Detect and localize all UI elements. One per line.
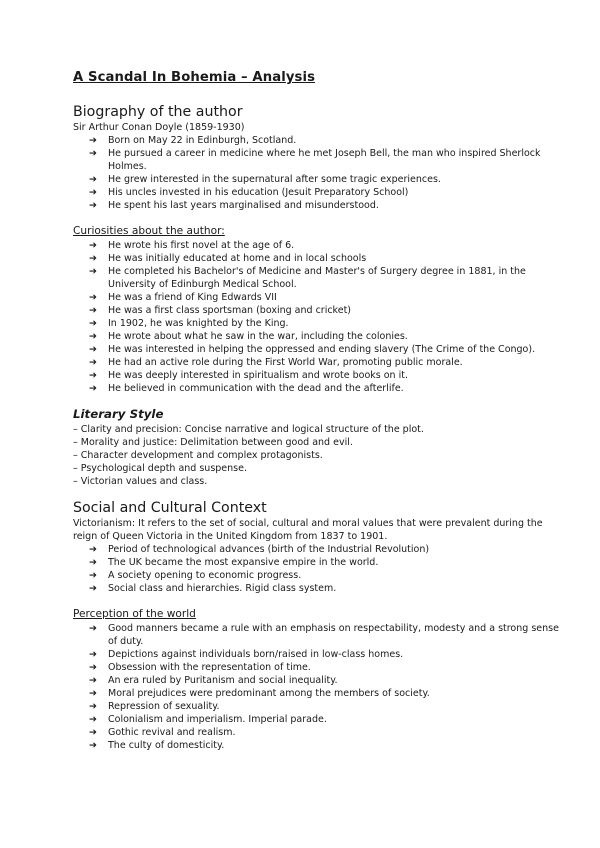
arrow-icon: ➔ [89, 714, 97, 725]
arrow-icon: ➔ [89, 583, 97, 594]
list-item: ➔ Social class and hierarchies. Rigid class system. [89, 583, 337, 594]
list-item: ➔ Gothic revival and realism. [89, 727, 236, 738]
curiosities-list [73, 239, 560, 395]
author-line: Sir Arthur Conan Doyle (1859-1930) [73, 122, 245, 133]
literary-style-heading: Literary Style [73, 407, 164, 421]
arrow-icon: ➔ [89, 292, 97, 303]
list-item: ➔ Obsession with the representation of time. [89, 662, 311, 673]
biography-heading: Biography of the author [73, 104, 243, 120]
arrow-icon: ➔ [89, 200, 97, 211]
arrow-icon: ➔ [89, 370, 97, 381]
arrow-icon: ➔ [89, 383, 97, 394]
list-item: ➔ He believed in communication with the dead and the afterlife. [89, 383, 404, 394]
arrow-icon: ➔ [89, 701, 97, 712]
arrow-icon: ➔ [89, 135, 97, 146]
perception-heading: Perception of the world [73, 608, 196, 620]
list-item: – Psychological depth and suspense. [73, 463, 247, 474]
arrow-icon: ➔ [89, 253, 97, 264]
arrow-icon: ➔ [89, 305, 97, 316]
arrow-icon: ➔ [89, 557, 97, 568]
list-item: ➔ Born on May 22 in Edinburgh, Scotland. [89, 135, 297, 146]
list-item: ➔ The culty of domesticity. [89, 740, 225, 751]
context-intro: Victorianism: It refers to the set of social, cultural and moral values that were prevalent during the reign of Queen Victoria in the United Kingdom from 1837 to 1901. [73, 518, 543, 542]
list-item: ➔ He was interested in helping the oppressed and ending slavery (The Crime of the Congo). [89, 344, 536, 355]
list-item: ➔ In 1902, he was knighted by the King. [89, 318, 289, 329]
arrow-icon: ➔ [89, 344, 97, 355]
arrow-icon: ➔ [89, 331, 97, 342]
list-item: ➔ A society opening to economic progress. [89, 570, 302, 581]
arrow-icon: ➔ [89, 675, 97, 686]
list-item: ➔ He completed his Bachelor's of Medicine and Master's of Surgery degree in 1881, in the University of Edinburgh Medical School. [89, 266, 526, 290]
arrow-icon: ➔ [89, 240, 97, 251]
context-list [73, 543, 560, 595]
list-item: ➔ He was a friend of King Edwards VII [89, 292, 277, 303]
list-item: ➔ He was deeply interested in spiritualism and wrote books on it. [89, 370, 408, 381]
arrow-icon: ➔ [89, 266, 97, 277]
list-item: – Morality and justice: Delimitation between good and evil. [73, 437, 353, 448]
list-item: ➔ He wrote his first novel at the age of 6. [89, 240, 295, 251]
list-item: ➔ Period of technological advances (birth of the Industrial Revolution) [89, 544, 430, 555]
list-item: ➔ Good manners became a rule with an emphasis on respectability, modesty and a strong sense of duty. [89, 623, 559, 647]
arrow-icon: ➔ [89, 688, 97, 699]
arrow-icon: ➔ [89, 187, 97, 198]
list-item: – Character development and complex protagonists. [73, 450, 323, 461]
list-item: ➔ He was a first class sportsman (boxing and cricket) [89, 305, 351, 316]
biography-list [73, 134, 560, 212]
curiosities-heading: Curiosities about the author: [73, 225, 225, 237]
list-item: ➔ He pursued a career in medicine where he met Joseph Bell, the man who inspired Sherlock Holmes. [89, 148, 541, 172]
list-item: ➔ He wrote about what he saw in the war, including the colonies. [89, 331, 408, 342]
list-item: ➔ His uncles invested in his education (Jesuit Preparatory School) [89, 187, 409, 198]
list-item: ➔ An era ruled by Puritanism and social inequality. [89, 675, 338, 686]
arrow-icon: ➔ [89, 544, 97, 555]
arrow-icon: ➔ [89, 740, 97, 751]
list-item: ➔ He spent his last years marginalised and misunderstood. [89, 200, 379, 211]
list-item: ➔ He had an active role during the First World War, promoting public morale. [89, 357, 463, 368]
context-heading: Social and Cultural Context [73, 500, 267, 516]
arrow-icon: ➔ [89, 662, 97, 673]
arrow-icon: ➔ [89, 649, 97, 660]
arrow-icon: ➔ [89, 357, 97, 368]
list-item: ➔ Colonialism and imperialism. Imperial parade. [89, 714, 327, 725]
list-item: ➔ He was initially educated at home and in local schools [89, 253, 367, 264]
arrow-icon: ➔ [89, 623, 97, 634]
list-item: ➔ Moral prejudices were predominant among the members of society. [89, 688, 430, 699]
list-item: ➔ The UK became the most expansive empire in the world. [89, 557, 379, 568]
list-item: ➔ Repression of sexuality. [89, 701, 220, 712]
arrow-icon: ➔ [89, 318, 97, 329]
document-title: A Scandal In Bohemia – Analysis [73, 70, 316, 85]
arrow-icon: ➔ [89, 727, 97, 738]
list-item: ➔ He grew interested in the supernatural after some tragic experiences. [89, 174, 441, 185]
list-item: – Clarity and precision: Concise narrative and logical structure of the plot. [73, 424, 424, 435]
arrow-icon: ➔ [89, 570, 97, 581]
literary-style-list [73, 423, 560, 488]
list-item: – Victorian values and class. [73, 476, 208, 487]
list-item: ➔ Depictions against individuals born/raised in low-class homes. [89, 649, 404, 660]
perception-list [73, 622, 560, 752]
arrow-icon: ➔ [89, 174, 97, 185]
arrow-icon: ➔ [89, 148, 97, 159]
